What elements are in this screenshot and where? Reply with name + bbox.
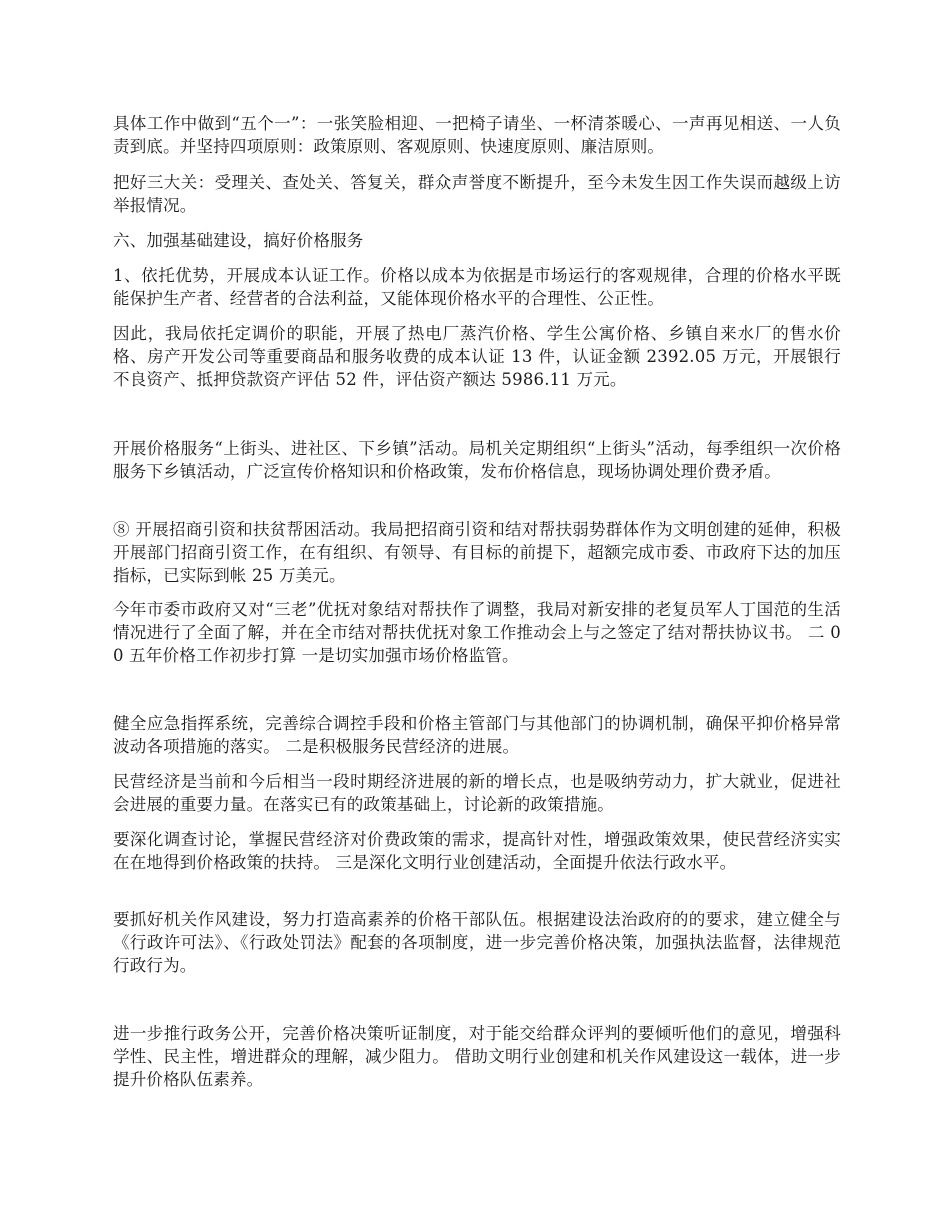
paragraph-cost-results: 因此，我局依托定调价的职能，开展了热电厂蒸汽价格、学生公寓价格、乡镇自来水厂的售水价格、房产开发公司等重要商品和服务收费的成本认证 13 件，认证金额 2392.05 万元，开展银行不良资产、抵押贷款资产评估 52 件，评估资产额达 5986.11 万元。 [113,324,841,389]
paragraph-transparency: 进一步推行政务公开，完善价格决策听证制度，对于能交给群众评判的要倾听他们的意见，增强科学性、民主性，增进群众的理解，减少阻力。 借助文明行业创建和机关作风建设这一载体，进一步提升价格队伍素养。 [113,1024,841,1089]
paragraph-three-checks: 把好三大关：受理关、查处关、答复关，群众声誉度不断提升，至今未发生因工作失误而越级上访举报情况。 [113,173,841,215]
paragraph-cost-certification: 1、依托优势，开展成本认证工作。价格以成本为依据是市场运行的客观规律，合理的价格水平既能保护生产者、经营者的合法利益，又能体现价格水平的合理性、公正性。 [113,266,841,308]
paragraph-work-style: 要抓好机关作风建设，努力打造高素养的价格干部队伍。根据建设法治政府的的要求，建立健全与《行政许可法》、《行政处罚法》配套的各项制度，进一步完善价格决策，加强执法监督，法律规范行政行为。 [113,910,841,975]
paragraph-price-service: 开展价格服务“上街头、进社区、下乡镇”活动。局机关定期组织“上街头”活动，每季组织一次价格服务下乡镇活动，广泛宣传价格知识和价格政策，发布价格信息，现场协调处理价费矛盾。 [113,439,841,481]
paragraph-private-economy: 民营经济是当前和今后相当一段时期经济进展的新的增长点，也是吸纳劳动力，扩大就业，促进社会进展的重要力量。在落实已有的政策基础上，讨论新的政策措施。 [113,772,841,814]
section-heading-six: 六、加强基础建设，搞好价格服务 [113,231,364,250]
paragraph-emergency-system: 健全应急指挥系统，完善综合调控手段和价格主管部门与其他部门的协调机制，确保平抑价格异常波动各项措施的落实。 二是积极服务民营经济的进展。 [113,714,841,756]
paragraph-assistance: 今年市委市政府又对“三老”优抚对象结对帮扶作了调整，我局对新安排的老复员军人丁国范的生活情况进行了全面了解，并在全市结对帮扶优抚对象工作推动会上与之签定了结对帮扶协议书。 二 00 五年价格工作初步打算 一是切实加强市场价格监管。 [113,600,841,665]
paragraph-investment: ⑧ 开展招商引资和扶贫帮困活动。我局把招商引资和结对帮扶弱势群体作为文明创建的延伸，积极开展部门招商引资工作，在有组织、有领导、有目标的前提下，超额完成市委、市政府下达的加压指标，已实际到帐 25 万美元。 [113,520,841,585]
paragraph-deep-research: 要深化调查讨论，掌握民营经济对价费政策的需求，提高针对性，增强政策效果，使民营经济实实在在地得到价格政策的扶持。 三是深化文明行业创建活动，全面提升依法行政水平。 [113,830,841,872]
paragraph-five-ones: 具体工作中做到“五个一”：一张笑脸相迎、一把椅子请坐、一杯清茶暖心、一声再见相送、一人负责到底。并坚持四项原则：政策原则、客观原则、快速度原则、廉洁原则。 [113,114,841,156]
